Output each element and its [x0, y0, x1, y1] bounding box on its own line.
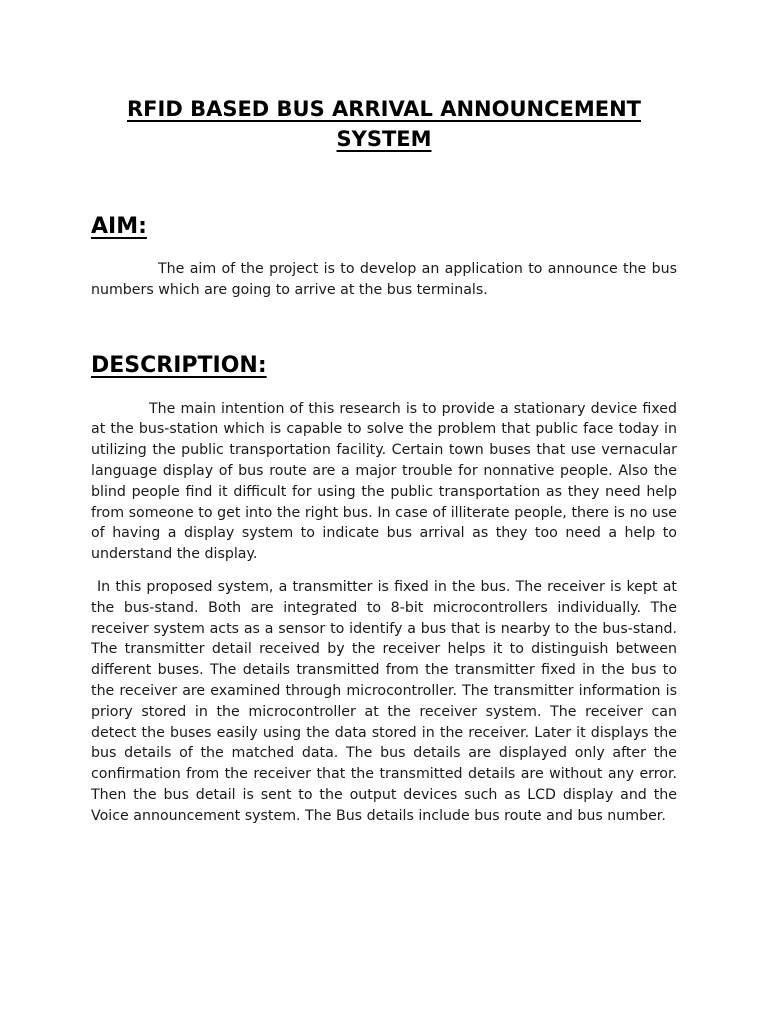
- description-paragraph: The main intention of this research is to provide a stationary device fixed at the bus-station which is capable to solve the problem that public face today in utilizing the public transportation facility. Certain town buses that use vernacular language display of bus route are a major trouble for nonnative people. Also the blind people find it difficult for using the public transportation as they need help from someone to get into the right bus. In case of illiterate people, there is no use of having a display system to indicate bus arrival as they too need a help to understand the display.: [91, 400, 677, 563]
- description-heading: DESCRIPTION:: [91, 352, 267, 378]
- document-title: RFID BASED BUS ARRIVAL ANNOUNCEMENT SYSTEM: [127, 97, 641, 151]
- description-paragraph: In this proposed system, a transmitter is fixed in the bus. The receiver is kept at the bus-stand. Both are integrated to 8-bit microcontrollers individually. The receiver system acts as a sensor to identify a bus that is nearby to the bus-stand. The transmitter detail received by the receiver helps it to distinguish between different buses. The details transmitted from the transmitter fixed in the bus to the receiver are examined through microcontroller. The transmitter information is priory stored in the microcontroller at the receiver system. The receiver can detect the buses easily using the data stored in the receiver. Later it displays the bus details of the matched data. The bus details are displayed only after the confirmation from the receiver that the transmitted details are without any error. Then the bus detail is sent to the output devices such as LCD display and the Voice announcement system. The Bus details include bus route and bus number.: [91, 578, 677, 824]
- aim-paragraph: The aim of the project is to develop an application to announce the bus numbers which are going to arrive at the bus terminals.: [91, 261, 677, 298]
- aim-heading: AIM:: [91, 214, 147, 239]
